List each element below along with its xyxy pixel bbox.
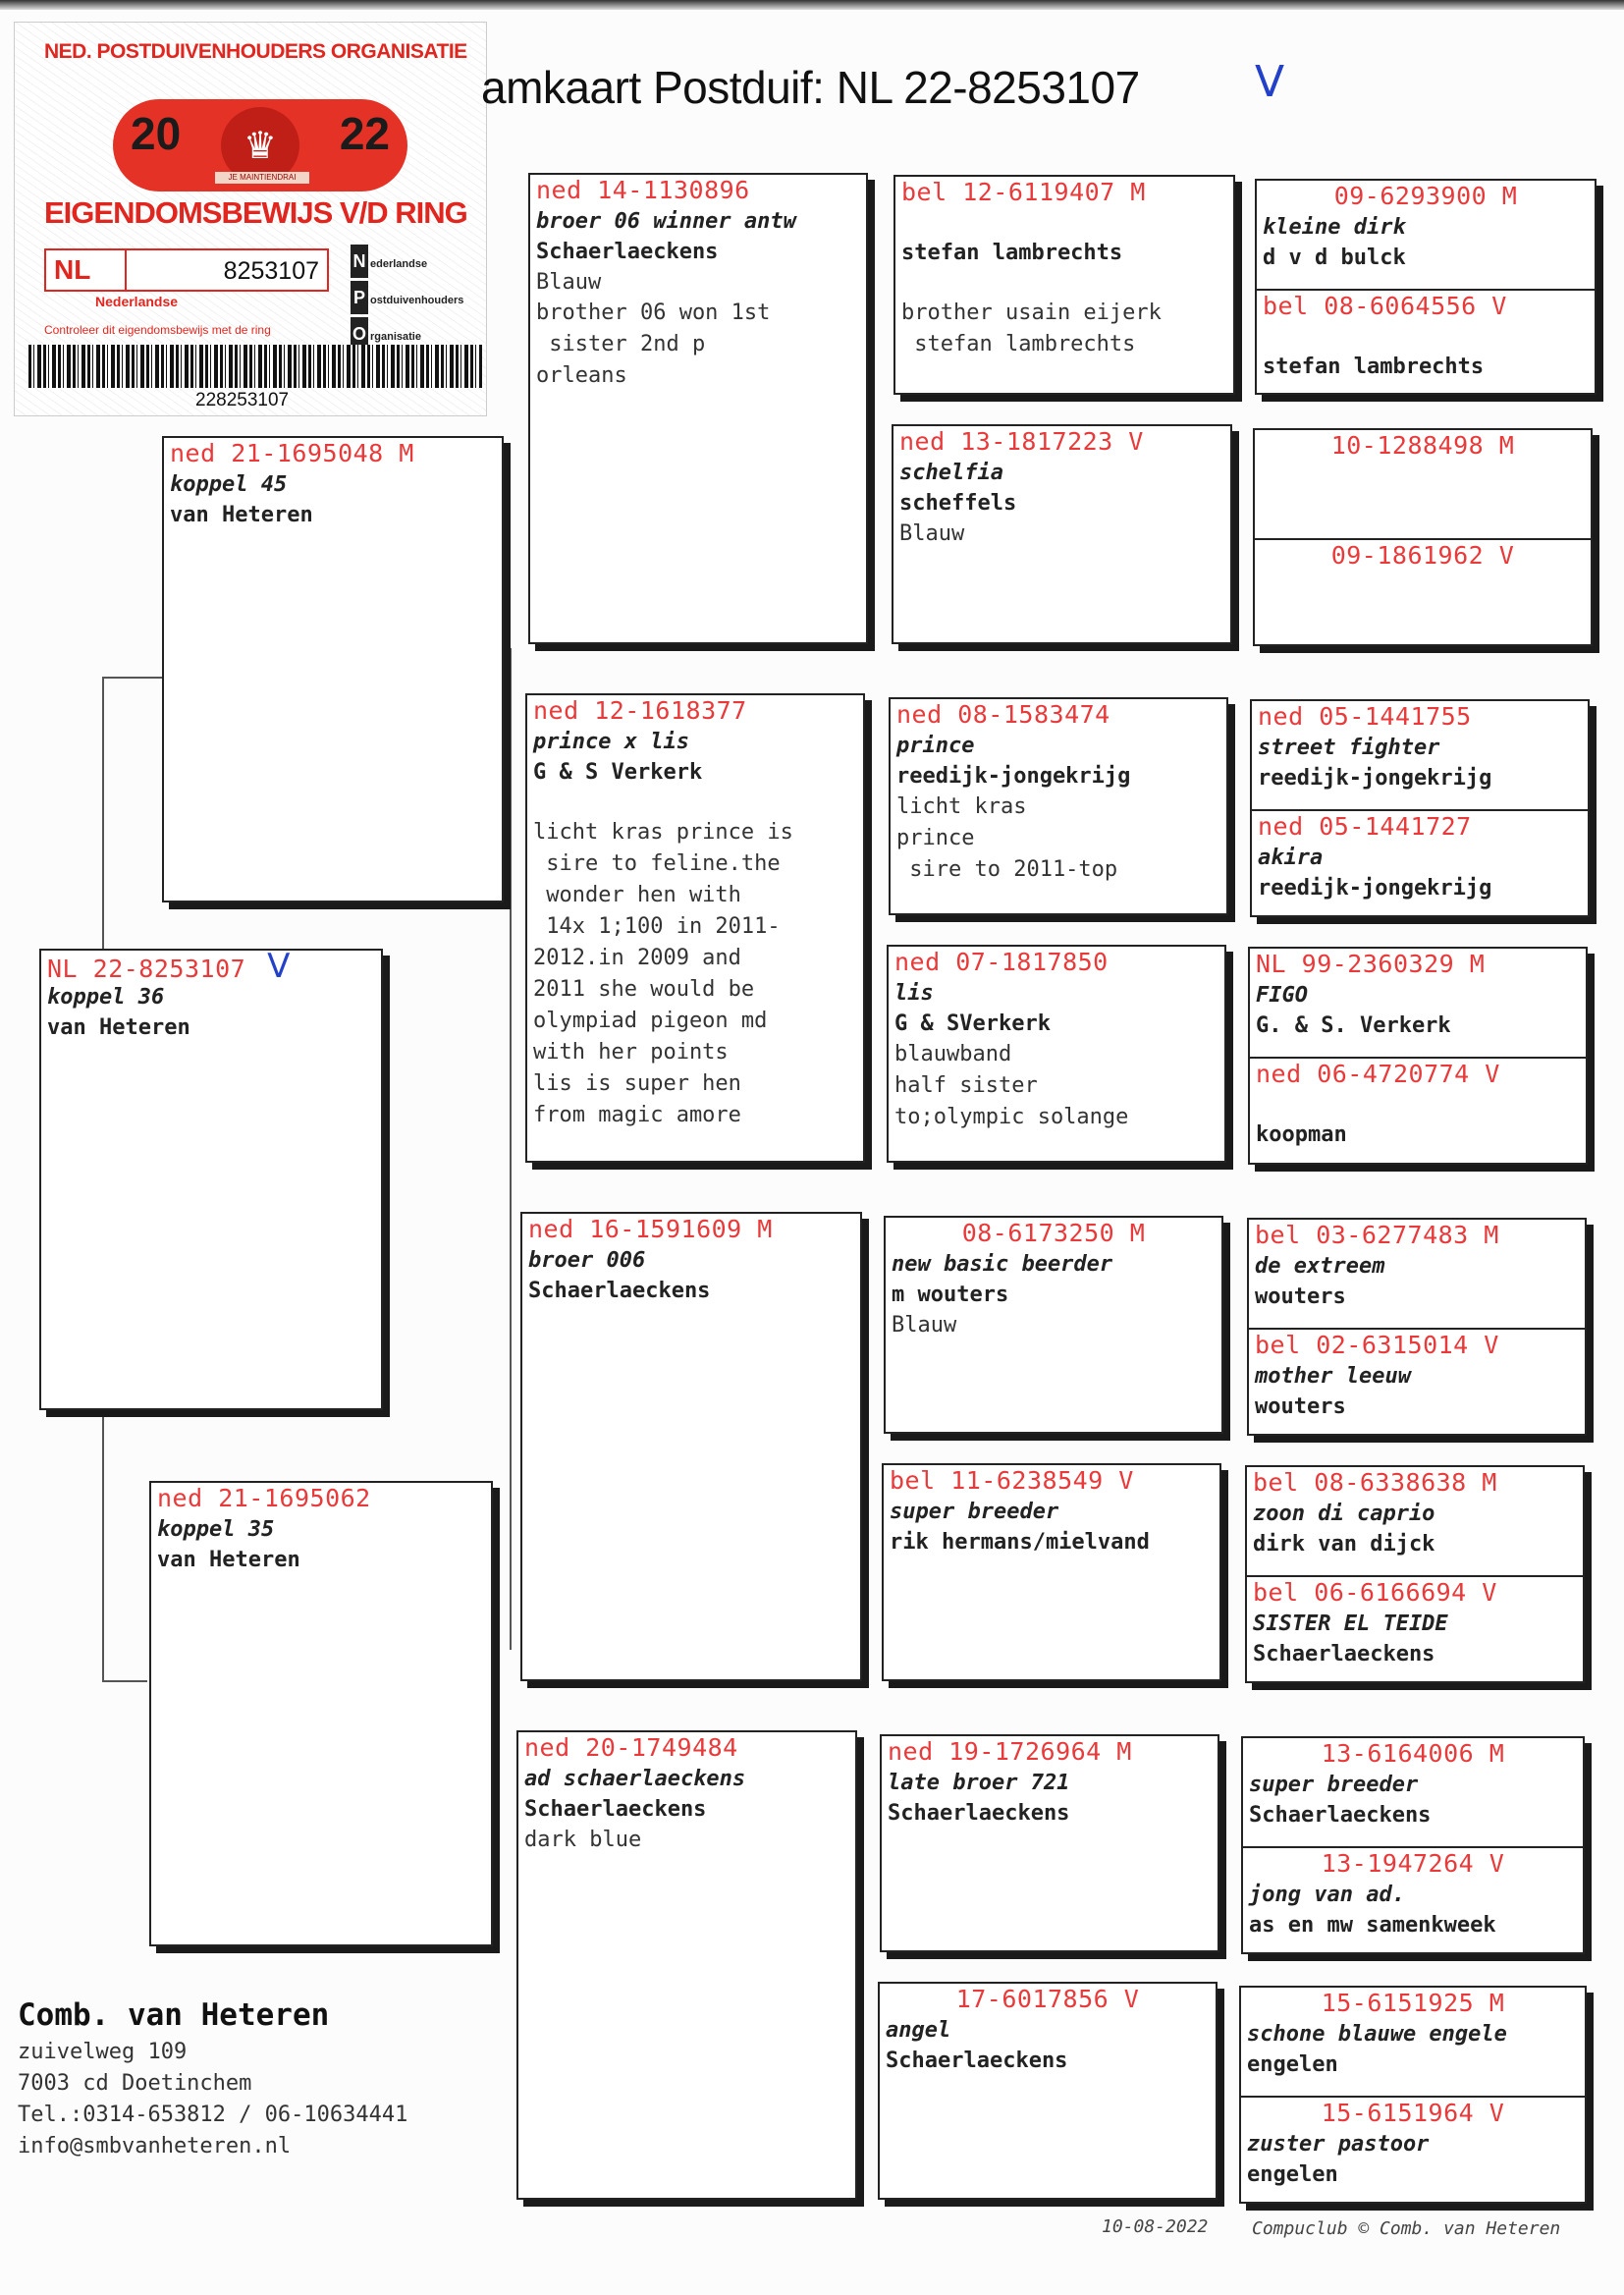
pigeon-name: prince x lis <box>533 730 689 754</box>
pigeon-name: super breeder <box>1249 1773 1419 1797</box>
certificate-year-left: 20 <box>131 108 182 159</box>
pigeon-name: schone blauwe engele <box>1247 2022 1507 2047</box>
pigeon-name: broer 006 <box>528 1248 646 1273</box>
ring-number: 17-6017856 V <box>955 1985 1140 2013</box>
pigeon-owner: van Heteren <box>157 1548 300 1572</box>
pigeon-name: late broer 721 <box>888 1771 1070 1795</box>
ring-number: 15-6151925 M <box>1321 1989 1505 2017</box>
ring-number: ned 20-1749484 <box>524 1733 738 1762</box>
pigeon-card-dam <box>149 1481 493 1946</box>
pigeon-card-gen4 <box>1255 179 1597 395</box>
pigeon-owner: rik hermans/mielvand <box>890 1530 1150 1555</box>
owner-name: Comb. van Heteren <box>18 1997 330 2033</box>
ownership-certificate <box>14 22 487 416</box>
pigeon-name: akira <box>1258 846 1324 870</box>
ring-number: ned 19-1726964 M <box>888 1737 1132 1766</box>
owner-street: zuivelweg 109 <box>18 2040 188 2064</box>
title-check-mark: V <box>1255 57 1285 107</box>
owner-email: info@smbvanheteren.nl <box>18 2134 292 2158</box>
certificate-logo <box>113 99 407 191</box>
pigeon-owner: m wouters <box>892 1283 1009 1307</box>
pigeon-card-gen2 <box>516 1730 857 2200</box>
pigeon-info: licht kras prince sire to 2011-top <box>896 794 1118 882</box>
pigeon-card-gen4 <box>1250 699 1590 917</box>
pigeon-owner: as en mw samenkweek <box>1249 1913 1496 1938</box>
ring-number: bel 03-6277483 M <box>1255 1221 1499 1249</box>
pigeon-name: lis <box>894 981 934 1006</box>
npo-line: O rganisatie <box>351 317 463 354</box>
pigeon-name: schelfia <box>899 461 1003 485</box>
pigeon-owner: reedijk-jongekrijg <box>896 764 1131 789</box>
pigeon-card-gen4 <box>1245 1465 1585 1683</box>
ring-number: 15-6151964 V <box>1321 2099 1505 2127</box>
pigeon-info: brother usain eijerk stefan lambrechts <box>901 301 1162 356</box>
pigeon-info: blauwband half sister to;olympic solange <box>894 1042 1129 1129</box>
pigeon-name: broer 06 winner antw <box>536 209 796 234</box>
pigeon-card-gen3 <box>878 1982 1218 2200</box>
page-title: amkaart Postduif: NL 22-8253107 <box>481 62 1140 113</box>
pigeon-card-gen3 <box>892 424 1232 644</box>
pigeon-owner: Schaerlaeckens <box>536 240 719 264</box>
pigeon-card-gen3 <box>884 1216 1223 1434</box>
lion-crest-icon: ♛ <box>221 107 299 184</box>
ring-number: ned 07-1817850 <box>894 948 1109 976</box>
pigeon-card-gen4 <box>1247 1218 1587 1436</box>
pigeon-card-gen4 <box>1248 947 1588 1165</box>
barcode-number: 228253107 <box>195 390 290 410</box>
npo-line: P ostduivenhouders <box>351 281 463 317</box>
pigeon-card-gen2 <box>525 693 865 1163</box>
pigeon-owner: d v d bulck <box>1263 246 1406 270</box>
ring-number: ned 21-1695048 M <box>170 439 414 467</box>
pigeon-name: super breeder <box>890 1500 1059 1524</box>
pigeon-name: ad schaerlaeckens <box>524 1767 746 1791</box>
ring-number: ned 12-1618377 <box>533 696 747 725</box>
ring-number: 13-1947264 V <box>1321 1849 1505 1878</box>
pigeon-owner: Schaerlaeckens <box>1249 1803 1432 1828</box>
pigeon-name: angel <box>886 2018 951 2043</box>
pigeon-card-gen4 <box>1253 428 1593 646</box>
pigeon-owner: stefan lambrechts <box>1263 355 1485 379</box>
ring-number: bel 08-6338638 M <box>1253 1468 1497 1497</box>
certificate-divider <box>125 250 127 290</box>
pigeon-owner: van Heteren <box>170 503 313 527</box>
pigeon-owner: koopman <box>1256 1122 1347 1147</box>
pigeon-owner: reedijk-jongekrijg <box>1258 766 1492 791</box>
ring-number: ned 16-1591609 M <box>528 1215 773 1243</box>
ring-number: bel 12-6119407 M <box>901 178 1146 206</box>
ring-number: bel 02-6315014 V <box>1255 1331 1499 1359</box>
npo-line: N ederlandse <box>351 245 463 281</box>
ring-number: 13-6164006 M <box>1321 1739 1505 1768</box>
owner-city: 7003 cd Doetinchem <box>18 2071 252 2096</box>
pigeon-card-gen2 <box>528 173 868 644</box>
ring-number: 08-6173250 M <box>961 1219 1146 1247</box>
pigeon-name: prince <box>896 734 975 758</box>
ring-number: bel 11-6238549 V <box>890 1466 1134 1495</box>
ring-number: ned 21-1695062 <box>157 1484 371 1512</box>
pigeon-owner: Schaerlaeckens <box>524 1797 707 1822</box>
pigeon-name: mother leeuw <box>1255 1364 1411 1389</box>
pigeon-owner: scheffels <box>899 491 1017 516</box>
pigeon-name: SISTER EL TEIDE <box>1253 1612 1448 1636</box>
pigeon-owner: Schaerlaeckens <box>528 1279 711 1303</box>
pigeon-owner: stefan lambrechts <box>901 241 1123 265</box>
pigeon-info: brother 06 won 1st sister 2nd p orleans <box>536 301 771 388</box>
pigeon-info: licht kras prince is sire to feline.the wonder hen with 14x 1;100 in 2011- 2012.in 2009 and 2011 she would be olympiad pigeon md with her points lis is super hen from magic amore <box>533 820 793 1127</box>
pigeon-owner: Schaerlaeckens <box>886 2049 1068 2073</box>
ring-number: 10-1288498 M <box>1330 431 1515 460</box>
ring-number: ned 13-1817223 V <box>899 427 1144 456</box>
pigeon-owner: G & S Verkerk <box>533 760 703 785</box>
pigeon-owner: engelen <box>1247 2162 1338 2187</box>
pigeon-card-gen4 <box>1239 1986 1587 2204</box>
pigeon-card-gen3 <box>889 697 1228 915</box>
pigeon-card-sire <box>162 436 504 902</box>
pigeon-card-gen4 <box>1241 1736 1585 1954</box>
pigeon-owner: wouters <box>1255 1284 1346 1309</box>
pigeon-card-gen3 <box>893 175 1235 395</box>
pigeon-owner: engelen <box>1247 2052 1338 2077</box>
pigeon-card-gen3 <box>882 1463 1221 1681</box>
pigeon-owner: G. & S. Verkerk <box>1256 1013 1451 1038</box>
pigeon-name: zoon di caprio <box>1253 1502 1435 1526</box>
certificate-year-right: 22 <box>339 108 390 159</box>
print-date: 10-08-2022 <box>1102 2216 1209 2237</box>
pigeon-name: jong van ad. <box>1249 1883 1405 1907</box>
ring-number: 09-1861962 V <box>1330 541 1515 570</box>
ring-number: NL 22-8253107 V <box>47 949 291 986</box>
certificate-ring-box <box>44 248 329 292</box>
pigeon-name: kleine dirk <box>1263 215 1406 240</box>
certificate-country: NL <box>54 254 91 285</box>
pigeon-card-gen3 <box>880 1734 1219 1952</box>
ring-number: ned 05-1441755 <box>1258 702 1472 731</box>
pigeon-color: Blauw <box>536 270 602 295</box>
ring-number: ned 06-4720774 V <box>1256 1060 1500 1088</box>
pigeon-owner: G & SVerkerk <box>894 1011 1051 1036</box>
pigeon-color: Blauw <box>892 1313 957 1338</box>
certificate-country-name: Nederlandse <box>95 294 179 309</box>
pigeon-owner: van Heteren <box>47 1015 190 1040</box>
pigeon-name: FIGO <box>1256 983 1308 1008</box>
pigeon-name: de extreem <box>1255 1254 1385 1279</box>
certificate-org: NED. POSTDUIVENHOUDERS ORGANISATIE <box>44 40 467 63</box>
pigeon-owner: wouters <box>1255 1394 1346 1419</box>
pigeon-owner: dirk van dijck <box>1253 1532 1435 1557</box>
barcode <box>28 345 482 388</box>
ring-number: NL 99-2360329 M <box>1256 950 1486 978</box>
pigeon-owner: Schaerlaeckens <box>1253 1642 1435 1667</box>
ring-number: 09-6293900 M <box>1333 182 1518 210</box>
certificate-title: EIGENDOMSBEWIJS V/D RING <box>44 195 467 230</box>
certificate-control-text: Controleer dit eigendomsbewijs met de ring <box>44 323 271 337</box>
pigeon-name: koppel 45 <box>170 472 288 497</box>
pigeon-owner: reedijk-jongekrijg <box>1258 876 1492 901</box>
pigeon-color: Blauw <box>899 521 965 546</box>
pigeon-color: dark blue <box>524 1828 642 1852</box>
pigeon-card-subject <box>39 949 383 1410</box>
pigeon-card-gen2 <box>520 1212 862 1681</box>
ring-number: ned 08-1583474 <box>896 700 1110 729</box>
pigeon-name: zuster pastoor <box>1247 2132 1430 2157</box>
certificate-motto: JE MAINTIENDRAI <box>215 172 309 184</box>
pigeon-card-gen3 <box>887 945 1226 1163</box>
owner-phone: Tel.:0314-653812 / 06-10634441 <box>18 2103 408 2127</box>
pigeon-name: koppel 35 <box>157 1517 275 1542</box>
ring-number: ned 14-1130896 <box>536 176 750 204</box>
check-mark: V <box>267 949 291 986</box>
copyright-text: Compuclub © Comb. van Heteren <box>1252 2218 1561 2239</box>
ring-number: ned 05-1441727 <box>1258 812 1472 841</box>
pigeon-name: new basic beerder <box>892 1252 1113 1277</box>
certificate-ring-number: 8253107 <box>223 257 319 285</box>
pigeon-owner: Schaerlaeckens <box>888 1801 1070 1826</box>
pigeon-name: koppel 36 <box>47 985 165 1010</box>
ring-number: bel 08-6064556 V <box>1263 292 1507 320</box>
pigeon-name: street fighter <box>1258 736 1440 760</box>
ring-number: bel 06-6166694 V <box>1253 1578 1497 1607</box>
npo-letters <box>351 245 463 354</box>
owner-address-block <box>18 1997 407 2162</box>
